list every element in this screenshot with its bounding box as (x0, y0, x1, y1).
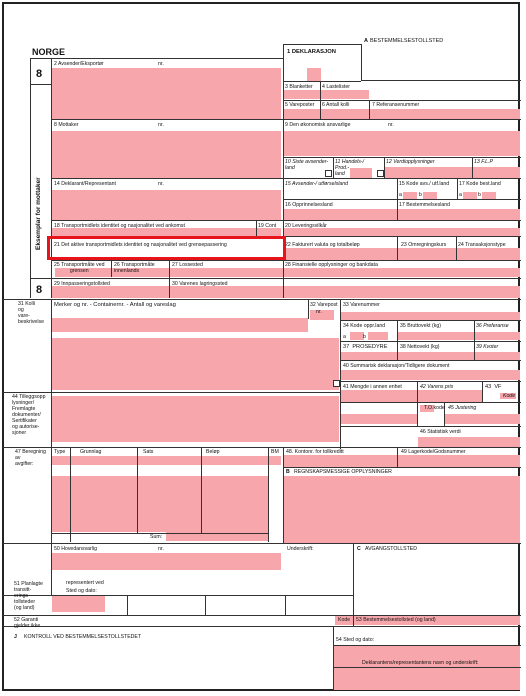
rule (482, 381, 483, 402)
box15a-b: b (419, 192, 422, 198)
rule (127, 595, 128, 615)
box50-signature: Underskrift: (287, 546, 314, 552)
box54-label: 54 Sted og dato: (336, 637, 375, 643)
rule (397, 236, 398, 260)
box52-label: 52 Garanti gjelder ikke (14, 617, 41, 629)
box6-label: 6 Antall kolli (322, 102, 350, 108)
rule (333, 645, 521, 646)
box23-label: 23 Omregningskurs (401, 242, 447, 248)
box36-label: 36 Preferanse (476, 323, 509, 329)
rule (3, 447, 521, 448)
box16-label: 16 Opprinnelsesland (285, 202, 333, 208)
highlight-box-21 (47, 236, 286, 260)
checkbox[interactable] (377, 170, 384, 177)
tax-rate-header: Sats (143, 449, 154, 455)
dest-country-code-a[interactable] (463, 192, 477, 199)
tax-bm-header: BM (271, 449, 279, 455)
rule (456, 236, 457, 260)
rule (397, 320, 398, 360)
box47-label: 47 Beregning av avgifter: (15, 449, 46, 467)
transit-offices-input[interactable] (52, 596, 105, 612)
warehouse-code-input[interactable] (398, 455, 520, 467)
rule (256, 220, 257, 236)
storage-place-input[interactable] (170, 286, 520, 298)
rule (3, 299, 521, 300)
country-title: NORGE (32, 47, 66, 57)
box17a-b: b (478, 192, 481, 198)
box43-kode: Kode (503, 393, 516, 399)
box18-label: 18 Transportmidlets identitet og nasjonalitet ved ankomst (54, 223, 185, 229)
box42-label: 42 Varens pris (420, 384, 454, 390)
box15a-label: 15 Kode avs./ utf.land (399, 181, 450, 187)
delivery-terms-input[interactable] (284, 228, 520, 236)
box48-label: 48. Kontonr. for tollkreditt (286, 449, 344, 455)
financial-info-input[interactable] (284, 268, 520, 277)
item-price-input[interactable] (418, 390, 482, 402)
reference-input[interactable] (370, 109, 520, 119)
origin-country-input[interactable] (284, 209, 397, 220)
box33-label: 33 Varenummer (343, 302, 380, 308)
boxB-code: B (286, 469, 290, 475)
box17a-label: 17 Kode best.land (459, 181, 501, 187)
rule (137, 447, 138, 533)
tax-basis-header: Grunnlag (80, 449, 102, 455)
rule (111, 260, 112, 277)
rule (3, 615, 521, 616)
rule (341, 320, 521, 321)
rule (3, 626, 521, 627)
box34-label: 34 Kode oppr.land (343, 323, 386, 329)
boxC-code: C (357, 546, 361, 552)
tax-amount-header: Beløp (206, 449, 220, 455)
origin-code-b[interactable] (368, 332, 388, 340)
rule (30, 58, 31, 298)
rule (285, 595, 286, 615)
box34-b: b (363, 334, 366, 340)
rule (457, 178, 458, 199)
rule (333, 626, 334, 690)
transaction-type-input[interactable] (457, 248, 520, 260)
rule (283, 447, 284, 543)
gross-mass-input[interactable] (398, 332, 474, 340)
boxJ-label: KONTROLL VED BESTEMMELSESTOLLSTEDET (24, 634, 142, 640)
rule (268, 447, 269, 542)
box32-nr: nr. (316, 309, 322, 315)
credit-account-input[interactable] (284, 455, 397, 467)
box7-label: 7 Referansenummer (372, 102, 420, 108)
rule (384, 157, 385, 178)
rule (474, 320, 475, 360)
accounting-info-input[interactable] (284, 476, 520, 544)
tax-calculation-input[interactable] (52, 476, 268, 532)
rule (30, 278, 521, 279)
box41-label: 41 Mengde i annen enhet (343, 384, 402, 390)
exchange-rate-input[interactable] (398, 248, 456, 260)
currency-total-input[interactable] (284, 248, 397, 260)
rule (397, 447, 398, 467)
rule (30, 58, 284, 59)
box49-label: 49 Lagerkode/Godsnummer (401, 449, 466, 455)
packages-input[interactable] (321, 109, 369, 119)
rule (3, 543, 521, 544)
consignor-input[interactable] (52, 68, 281, 119)
commodity-code-input[interactable] (341, 312, 520, 320)
additional-info-input[interactable] (52, 396, 339, 442)
rule (283, 44, 361, 45)
rule (283, 199, 521, 200)
declaration-box[interactable] (307, 68, 321, 81)
box10-label: 10 Siste avsender- land (285, 159, 329, 171)
rule (341, 341, 521, 342)
box24-label: 24 Transaksjonstype (458, 242, 506, 248)
copy-label: Eksemplar for mottaker (35, 177, 42, 250)
copy-number-bottom: 8 (36, 284, 43, 296)
rule (51, 119, 521, 120)
box22-label: 22 Fakturert valuta og totalbeløp (285, 242, 360, 248)
tax-sum-label: Sum: (150, 534, 163, 540)
entry-office-input[interactable] (52, 286, 169, 298)
rule (51, 260, 521, 261)
box19-label: 19 Cont (258, 223, 277, 229)
boxB-label: REGNSKAPSMESSIGE OPPLYSNINGER (294, 469, 392, 475)
box38-label: 38 Nettovekt (kg) (400, 344, 440, 350)
box53-label: 53 Bestemmelsestollsted (og land) (356, 617, 436, 623)
rule (308, 299, 309, 319)
statistical-value-input[interactable] (418, 437, 520, 447)
items-input[interactable] (284, 109, 320, 119)
rule (341, 402, 521, 403)
rule (283, 81, 361, 82)
box17-label: 17 Bestemmelsesland (399, 202, 451, 208)
rule (169, 260, 170, 298)
rule (30, 84, 52, 85)
declarant-signature-input[interactable] (334, 668, 520, 690)
loading-lists-input[interactable] (321, 90, 369, 99)
box3-label: 3 Blanketter (285, 84, 313, 90)
box32-label: 32 Varepost (310, 302, 338, 308)
tax-type-header: Type (54, 449, 66, 455)
box17a-a: a (459, 192, 462, 198)
box29-label: 29 Innpasseringstollsted (54, 281, 110, 287)
adjustment-input[interactable] (445, 414, 520, 424)
boxC-label: AVGANGSTOLLSTED (365, 546, 417, 552)
net-mass-input[interactable] (398, 352, 474, 360)
office-label: BESTEMMELSESTOLLSTED (370, 38, 444, 44)
box8-label: 8 Mottaker (54, 122, 79, 128)
box13-label: 13 F.L.P (474, 159, 493, 165)
rule (201, 447, 202, 533)
box31-header: Merker og nr. - Containernr. - Antall og vareslag (54, 302, 176, 308)
box4-label: 4 Lastelister (322, 84, 350, 90)
principal-input[interactable] (52, 553, 281, 570)
box31-label: 31 Kolli og vare- beskrivelse (18, 301, 44, 325)
office-code: A (364, 38, 368, 44)
box2-nr: nr. (158, 61, 164, 67)
rule (3, 392, 341, 393)
box46-label: 46 Statistisk verdi (420, 429, 461, 435)
box15a-a: a (399, 192, 402, 198)
box15-label: 15 Avsender-/ utførselsland (285, 181, 349, 187)
rule (472, 157, 473, 178)
box20-label: 20 Leveringsvilkår (285, 223, 327, 229)
copy-number: 8 (36, 68, 43, 80)
box28-label: 28 Finansielle opplysninger og bankdata (285, 262, 378, 268)
rule (3, 595, 353, 596)
box37-label: 37 PROSEDYRE (343, 344, 388, 350)
rule (70, 447, 71, 542)
rule (341, 360, 521, 361)
box25-label: 25 Transportmåte ved grensen (54, 262, 105, 274)
box50-label: 50 Hovedansvarlig (54, 546, 97, 552)
box50-nr: nr. (158, 546, 164, 552)
item-number-input[interactable] (310, 310, 334, 320)
rule (341, 381, 521, 382)
box44-tokode: T.O.kode (424, 405, 445, 411)
rule (353, 615, 354, 626)
box26-label: 26 Transportmåte innenlands (114, 262, 155, 274)
origin-code-a[interactable] (350, 332, 364, 340)
box27-label: 27 Lossested (172, 262, 203, 268)
box11-label: 11 Handels-/ Prod.- land (335, 159, 365, 177)
box21-label: 21 Det aktive transportmidlets identitet og nasjonalitet ved grensepassering (54, 242, 227, 248)
box34-a: a (343, 334, 346, 340)
boxJ-code: J (14, 634, 17, 640)
box40-label: 40 Summarisk deklarasjon/Tidligere dokument (343, 363, 450, 369)
consignee-input[interactable] (52, 131, 281, 178)
previous-document-input[interactable] (341, 370, 520, 380)
dest-country-code-b[interactable] (482, 192, 496, 199)
rule (417, 381, 418, 426)
box39-label: 39 Kvoter (476, 344, 499, 350)
forms-input[interactable] (284, 90, 320, 99)
quota-input[interactable] (475, 352, 520, 360)
box35-label: 35 Bruttovekt (kg) (400, 323, 441, 329)
box30-label: 30 Varenes lagringssted (172, 281, 228, 287)
represented-by: representert ved (66, 580, 104, 586)
box2-label: 2 Avsender/Eksportør (54, 61, 104, 67)
rule (333, 667, 521, 668)
box44-label: 44 Tilleggsopp lysninger/ Fremlagte dokumenter/ Sertifikater og autorise- sjoner (12, 394, 46, 436)
rule (361, 80, 521, 81)
procedure-input[interactable] (341, 352, 397, 360)
box9-label: 9 Den økonomisk ansvarlige (285, 122, 351, 128)
rule (369, 100, 370, 119)
arrival-transport-input[interactable] (52, 228, 256, 236)
rule (283, 467, 521, 468)
export-country-code-b[interactable] (423, 192, 437, 199)
box52-code: Kode (338, 617, 351, 623)
place-of-unloading-input[interactable] (170, 268, 283, 277)
rule (333, 157, 334, 178)
box14-label: 14 Deklarant/Representant (54, 181, 116, 187)
box54-declarant: Deklarantens/representantens navn og underskrift: (362, 660, 479, 666)
checkbox[interactable] (325, 170, 332, 177)
declarant-input[interactable] (52, 190, 281, 220)
box43-label: 43 VF (485, 384, 502, 390)
goods-description-input[interactable] (52, 338, 339, 390)
rule (361, 44, 362, 80)
box5-label: 5 Vareposter (285, 102, 315, 108)
marks-input-top[interactable] (52, 318, 308, 332)
rule (283, 100, 521, 101)
rule (353, 543, 354, 615)
rule (205, 595, 206, 615)
rule (51, 220, 521, 221)
rule (51, 178, 521, 179)
value-details-input[interactable] (385, 167, 520, 178)
additional-info-small-input[interactable] (341, 414, 417, 424)
box1-label: 1 DEKLARASJON (287, 49, 336, 55)
rule (283, 157, 521, 158)
box14-nr: nr. (158, 181, 164, 187)
tax-header-row (52, 456, 281, 465)
box8-nr: nr. (158, 122, 164, 128)
checkbox[interactable] (333, 380, 340, 387)
preference-input[interactable] (475, 332, 520, 340)
box51-label: 51 Planlagte transitt- erings tollsteder (og land) (14, 581, 43, 611)
place-date-50: Sted og dato: (66, 588, 97, 594)
destination-country-input[interactable] (398, 209, 520, 220)
box9-nr: nr. (388, 122, 394, 128)
container-input[interactable] (257, 228, 281, 236)
rule (341, 426, 521, 427)
box45-label: 45 Justering (448, 405, 477, 411)
financial-responsible-input[interactable] (284, 131, 520, 156)
supplementary-units-input[interactable] (341, 390, 417, 402)
box12-label: 12 Verdiopplysninger (386, 159, 435, 165)
export-country-code-a[interactable] (403, 192, 417, 199)
